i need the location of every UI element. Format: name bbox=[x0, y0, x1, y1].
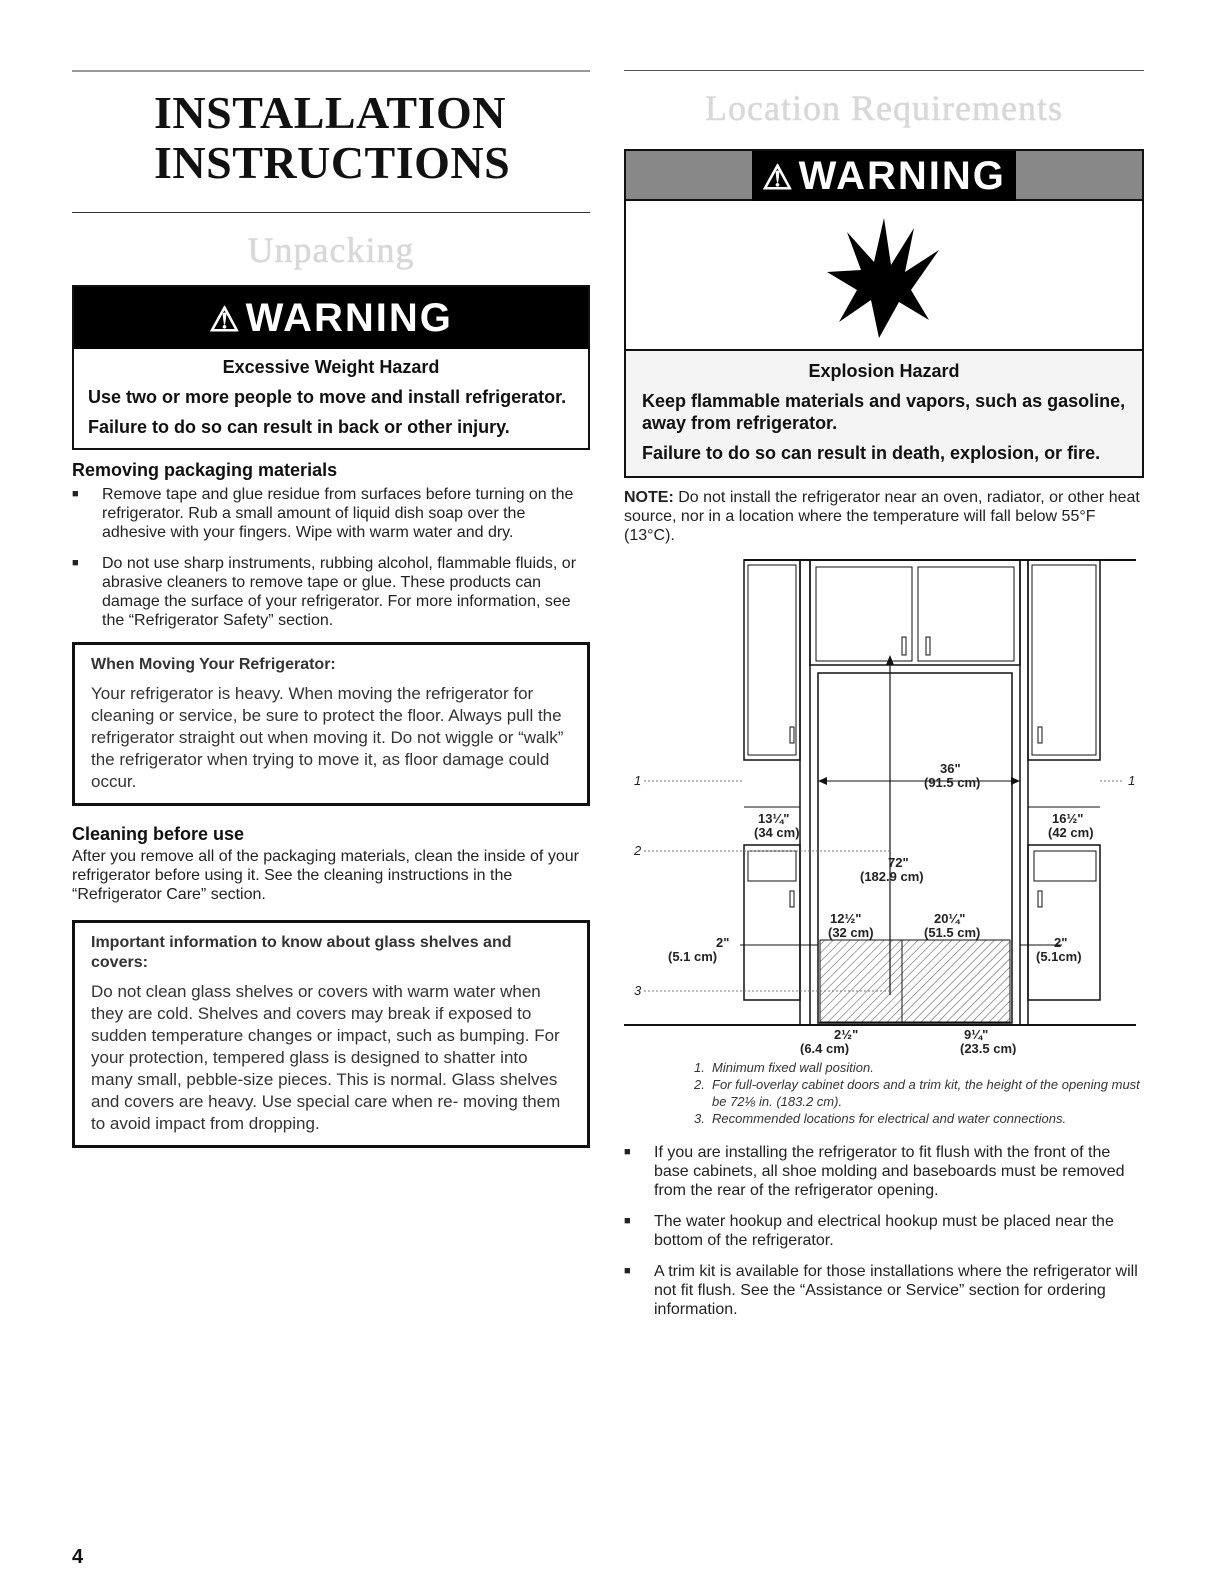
title-rule bbox=[72, 212, 590, 213]
list-item: ■ If you are installing the refrigerator to fit flush with the front of the base cabinets, all shoe molding and baseboards must be removed from the rear of the refrigerator opening. bbox=[624, 1143, 1144, 1200]
explosion-warning-box bbox=[624, 149, 1144, 478]
svg-text:1: 1 bbox=[1128, 773, 1136, 788]
top-rule bbox=[72, 70, 590, 72]
list-item: 3. Recommended locations for electrical and water connections. bbox=[694, 1111, 1067, 1126]
svg-text:(5.1cm): (5.1cm) bbox=[1036, 949, 1082, 964]
svg-text:20¼": 20¼" bbox=[934, 911, 966, 926]
svg-text:2½": 2½" bbox=[834, 1027, 859, 1042]
svg-text:9¼": 9¼" bbox=[964, 1027, 989, 1042]
moving-heading: When Moving Your Refrigerator: bbox=[91, 656, 336, 673]
warning-triangle-icon: ⚠ bbox=[209, 301, 242, 339]
warning-line-2: Failure to do so can result in back or other injury. bbox=[88, 417, 510, 437]
cleaning-heading: Cleaning before use bbox=[72, 824, 245, 844]
svg-text:(51.5 cm): (51.5 cm) bbox=[924, 925, 981, 940]
right-base-cabinet bbox=[1028, 845, 1100, 1000]
page-title: INSTALLATION INSTRUCTIONS bbox=[154, 87, 511, 188]
moving-info-box bbox=[72, 642, 590, 806]
location-heading: Location Requirements bbox=[705, 88, 1063, 128]
right-upper-cabinet bbox=[1028, 560, 1100, 760]
weight-warning-box bbox=[72, 285, 590, 450]
warning-triangle-icon: ⚠ bbox=[762, 159, 795, 197]
list-item: ■ Do not use sharp instruments, rubbing alcohol, flammable fluids, or abrasive cleaners to remove tape or glue. These products can damage the surface of your refrigerator. For more information, see the “Refrigerator Safety” section. bbox=[72, 554, 590, 630]
right-connection-zone bbox=[902, 940, 1010, 1022]
glass-heading: Important information to know about glass shelves and covers: bbox=[91, 934, 512, 971]
moving-text: Your refrigerator is heavy. When moving the refrigerator for cleaning or service, be sure to protect the floor. Always pull the refrigerator straight out when moving it. Do not wiggle or “walk” the refrigerator when trying to move it, as floor damage could occur. bbox=[91, 684, 564, 791]
top-rule-right bbox=[624, 70, 1144, 71]
list-item: 2. For full-overlay cabinet doors and a trim kit, the height of the opening must be 72⅛ in. (183.2 cm). bbox=[694, 1077, 1140, 1109]
svg-text:36": 36" bbox=[940, 761, 961, 776]
removing-list bbox=[72, 485, 590, 630]
svg-text:(182.9 cm): (182.9 cm) bbox=[860, 869, 924, 884]
svg-text:(34 cm): (34 cm) bbox=[754, 825, 800, 840]
glass-text: Do not clean glass shelves or covers with warm water when they are cold. Shelves and covers may break if exposed to sudden temperature changes or impact, such as bumping. For your protection, tempered glass is designed to shatter into many small, pebble-size pieces. This is normal. Glass shelves and covers are heavy. Use special care when re- moving them to avoid impact from dropping. bbox=[91, 982, 561, 1133]
warning-line-2: Failure to do so can result in death, explosion, or fire. bbox=[642, 443, 1101, 463]
unpacking-heading: Unpacking bbox=[247, 230, 415, 270]
removing-heading: Removing packaging materials bbox=[72, 460, 338, 480]
svg-text:72": 72" bbox=[888, 855, 909, 870]
warning-line-1: Use two or more people to move and install refrigerator. bbox=[88, 387, 567, 407]
warning-banner: ⚠ WARNING bbox=[74, 287, 588, 349]
svg-text:16½": 16½" bbox=[1052, 811, 1084, 826]
svg-text:3: 3 bbox=[634, 983, 642, 998]
svg-text:2": 2" bbox=[716, 935, 730, 950]
left-upper-cabinet bbox=[744, 560, 800, 760]
list-item: 1. Minimum fixed wall position. bbox=[694, 1060, 874, 1075]
svg-text:2: 2 bbox=[634, 843, 642, 858]
cleaning-text: After you remove all of the packaging materials, clean the inside of your refrigerator before using it. See the cleaning instructions in the “Refrigerator Care” section. bbox=[72, 848, 579, 903]
location-note: NOTE: Do not install the refrigerator near an oven, radiator, or other heat source, nor in a location where the temperature will fall below 55°F (13°C). bbox=[624, 489, 1140, 544]
svg-text:(5.1 cm): (5.1 cm) bbox=[668, 949, 718, 964]
list-item: ■ A trim kit is available for those installations where the refrigerator will not fit flush. See the “Assistance or Service” section for ordering information. bbox=[624, 1262, 1144, 1319]
glass-info-box bbox=[72, 920, 590, 1148]
svg-text:2": 2" bbox=[1054, 935, 1068, 950]
right-column bbox=[624, 70, 1144, 1331]
hazard-title: Explosion Hazard bbox=[808, 361, 960, 381]
installation-diagram bbox=[624, 555, 1144, 1055]
svg-text:1: 1 bbox=[634, 773, 642, 788]
top-cabinet bbox=[810, 560, 1020, 665]
svg-text:12½": 12½" bbox=[830, 911, 862, 926]
svg-text:13¼": 13¼" bbox=[758, 811, 790, 826]
svg-text:(6.4 cm): (6.4 cm) bbox=[800, 1041, 850, 1055]
explosion-icon bbox=[819, 210, 949, 340]
explosion-icon-panel bbox=[626, 201, 1142, 351]
location-list bbox=[624, 1143, 1144, 1319]
list-item: ■ The water hookup and electrical hookup must be placed near the bottom of the refrigerator. bbox=[624, 1212, 1144, 1250]
left-base-cabinet bbox=[744, 845, 800, 1000]
left-column bbox=[72, 70, 590, 1148]
page-number: 4 bbox=[72, 1546, 84, 1568]
figure-notes bbox=[694, 1059, 1144, 1127]
svg-text:(42 cm): (42 cm) bbox=[1048, 825, 1094, 840]
hazard-title: Excessive Weight Hazard bbox=[222, 357, 440, 377]
svg-text:(23.5 cm): (23.5 cm) bbox=[960, 1041, 1017, 1055]
svg-text:(91.5 cm): (91.5 cm) bbox=[924, 775, 981, 790]
svg-text:(32 cm): (32 cm) bbox=[828, 925, 874, 940]
warning-banner: ⚠ WARNING bbox=[626, 151, 1142, 201]
warning-line-1: Keep flammable materials and vapors, such as gasoline, away from refrigerator. bbox=[642, 391, 1126, 433]
list-item: ■ Remove tape and glue residue from surfaces before turning on the refrigerator. Rub a small amount of liquid dish soap over the adhesive with your fingers. Wipe with warm water and dry. bbox=[72, 485, 590, 542]
